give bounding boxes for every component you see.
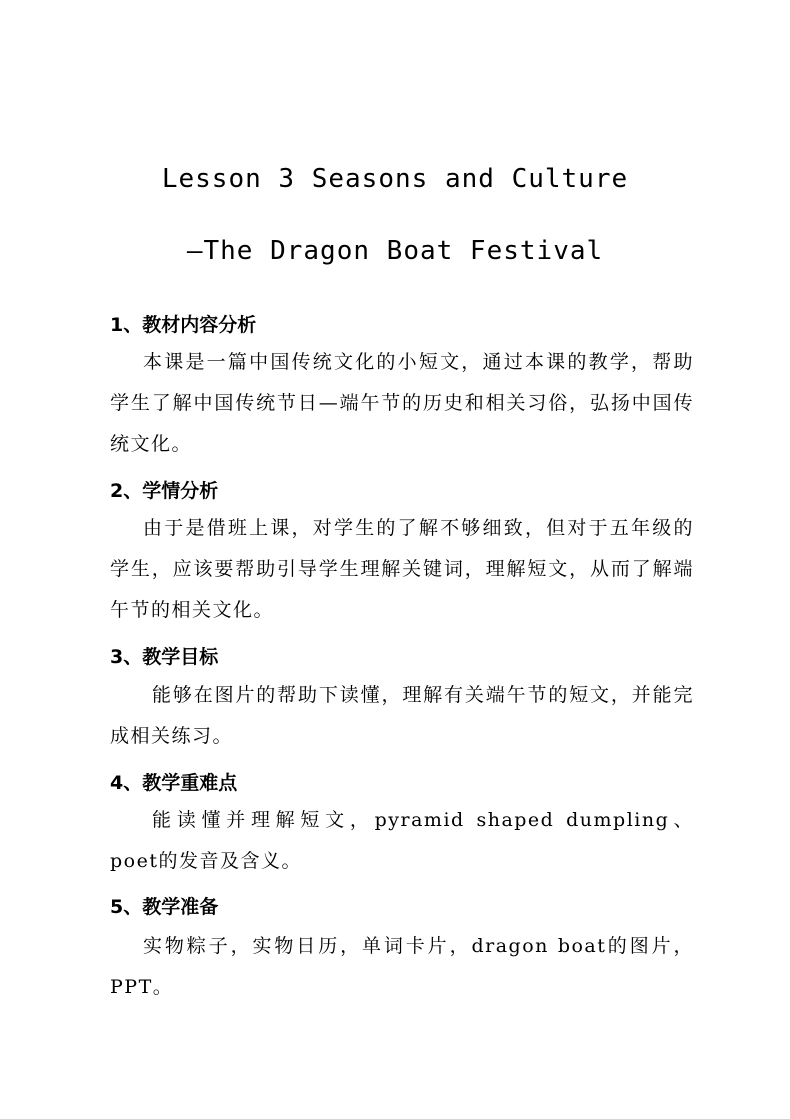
section-heading-3: 3、教学目标	[110, 646, 219, 668]
document-title: Lesson 3 Seasons and Culture	[161, 164, 629, 194]
section-heading-2: 2、学情分析	[110, 480, 219, 502]
section-text-4: 能读懂并理解短文，pyramid shaped dumpling、 poet的发音及含义。	[110, 809, 694, 872]
section-heading-4: 4、教学重难点	[110, 772, 238, 794]
section-heading-1: 1、教材内容分析	[110, 314, 257, 336]
document-subtitle: —The Dragon Boat Festival	[186, 236, 604, 266]
section-text-3: 能够在图片的帮助下读懂，理解有关端午节的短文，并能完成相关练习。	[110, 684, 694, 747]
section-text-1: 本课是一篇中国传统文化的小短文，通过本课的教学，帮助学生了解中国传统节日—端午节的历史和相关习俗，弘扬中国传统文化。	[110, 351, 694, 455]
section-heading-5: 5、教学准备	[110, 896, 219, 918]
section-text-2: 由于是借班上课，对学生的了解不够细致，但对于五年级的学生，应该要帮助引导学生理解关键词，理解短文，从而了解端午节的相关文化。	[110, 517, 694, 621]
section-text-5: 实物粽子，实物日历，单词卡片，dragon boat的图片，PPT。	[110, 935, 694, 998]
